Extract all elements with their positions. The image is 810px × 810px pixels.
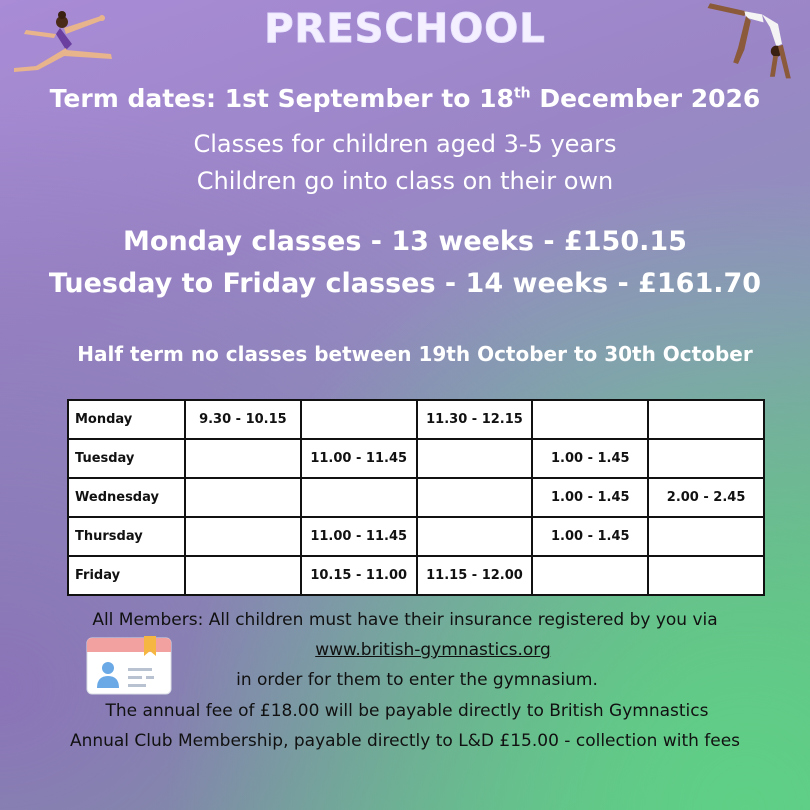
timetable-slot: 1.00 - 1.45 (532, 439, 648, 478)
timetable-slot: 11.00 - 11.45 (301, 439, 417, 478)
timetable-row (68, 556, 764, 595)
timetable-day: Thursday (68, 517, 185, 556)
half-term-notice: Half term no classes between 19th October to 30th October (77, 342, 753, 366)
timetable-day: Tuesday (68, 439, 185, 478)
timetable-slot: 11.30 - 12.15 (417, 400, 533, 439)
timetable-slot (185, 478, 301, 517)
timetable-slot (417, 478, 533, 517)
class-timetable (67, 399, 765, 596)
timetable-slot: 1.00 - 1.45 (532, 517, 648, 556)
insurance-notice: All Members: All children must have their insurance registered by you via (92, 610, 718, 630)
timetable-slot: 2.00 - 2.45 (648, 478, 764, 517)
timetable-slot (185, 556, 301, 595)
age-info: Classes for children aged 3-5 years (193, 130, 617, 158)
timetable-slot (301, 478, 417, 517)
class-info: Children go into class on their own (196, 167, 614, 195)
timetable-slot (648, 400, 764, 439)
british-gymnastics-link[interactable]: www.british-gymnastics.org (315, 640, 551, 660)
timetable-row (68, 517, 764, 556)
timetable-slot: 11.00 - 11.45 (301, 517, 417, 556)
timetable-slot (648, 439, 764, 478)
timetable-slot (648, 517, 764, 556)
gymnasium-notice: in order for them to enter the gymnasium. (236, 670, 598, 690)
term-dates-prefix: Term dates: 1st September to 18 (49, 84, 514, 113)
timetable-day: Wednesday (68, 478, 185, 517)
timetable-slot: 9.30 - 10.15 (185, 400, 301, 439)
timetable-row (68, 400, 764, 439)
timetable-day: Friday (68, 556, 185, 595)
monday-price: Monday classes - 13 weeks - £150.15 (123, 226, 687, 257)
timetable-slot (648, 556, 764, 595)
term-dates-sup: th (513, 85, 531, 102)
timetable-slot: 1.00 - 1.45 (532, 478, 648, 517)
timetable-slot (185, 517, 301, 556)
timetable-slot (532, 556, 648, 595)
term-dates-suffix: December 2026 (530, 84, 761, 113)
timetable-slot (417, 439, 533, 478)
annual-fee-notice: The annual fee of £18.00 will be payable directly to British Gymnastics (105, 701, 709, 721)
timetable-slot: 11.15 - 12.00 (417, 556, 533, 595)
tue-fri-price: Tuesday to Friday classes - 14 weeks - £161.70 (48, 268, 762, 299)
timetable-row (68, 478, 764, 517)
timetable-day: Monday (68, 400, 185, 439)
timetable-slot (301, 400, 417, 439)
timetable-slot (532, 400, 648, 439)
timetable-slot (417, 517, 533, 556)
timetable-slot (185, 439, 301, 478)
membership-card-icon (86, 636, 172, 696)
timetable-row (68, 439, 764, 478)
page-title: PRESCHOOL (264, 6, 546, 52)
timetable-slot: 10.15 - 11.00 (301, 556, 417, 595)
term-dates (0, 84, 810, 113)
club-membership-notice: Annual Club Membership, payable directly to L&D £15.00 - collection with fees (69, 731, 741, 751)
